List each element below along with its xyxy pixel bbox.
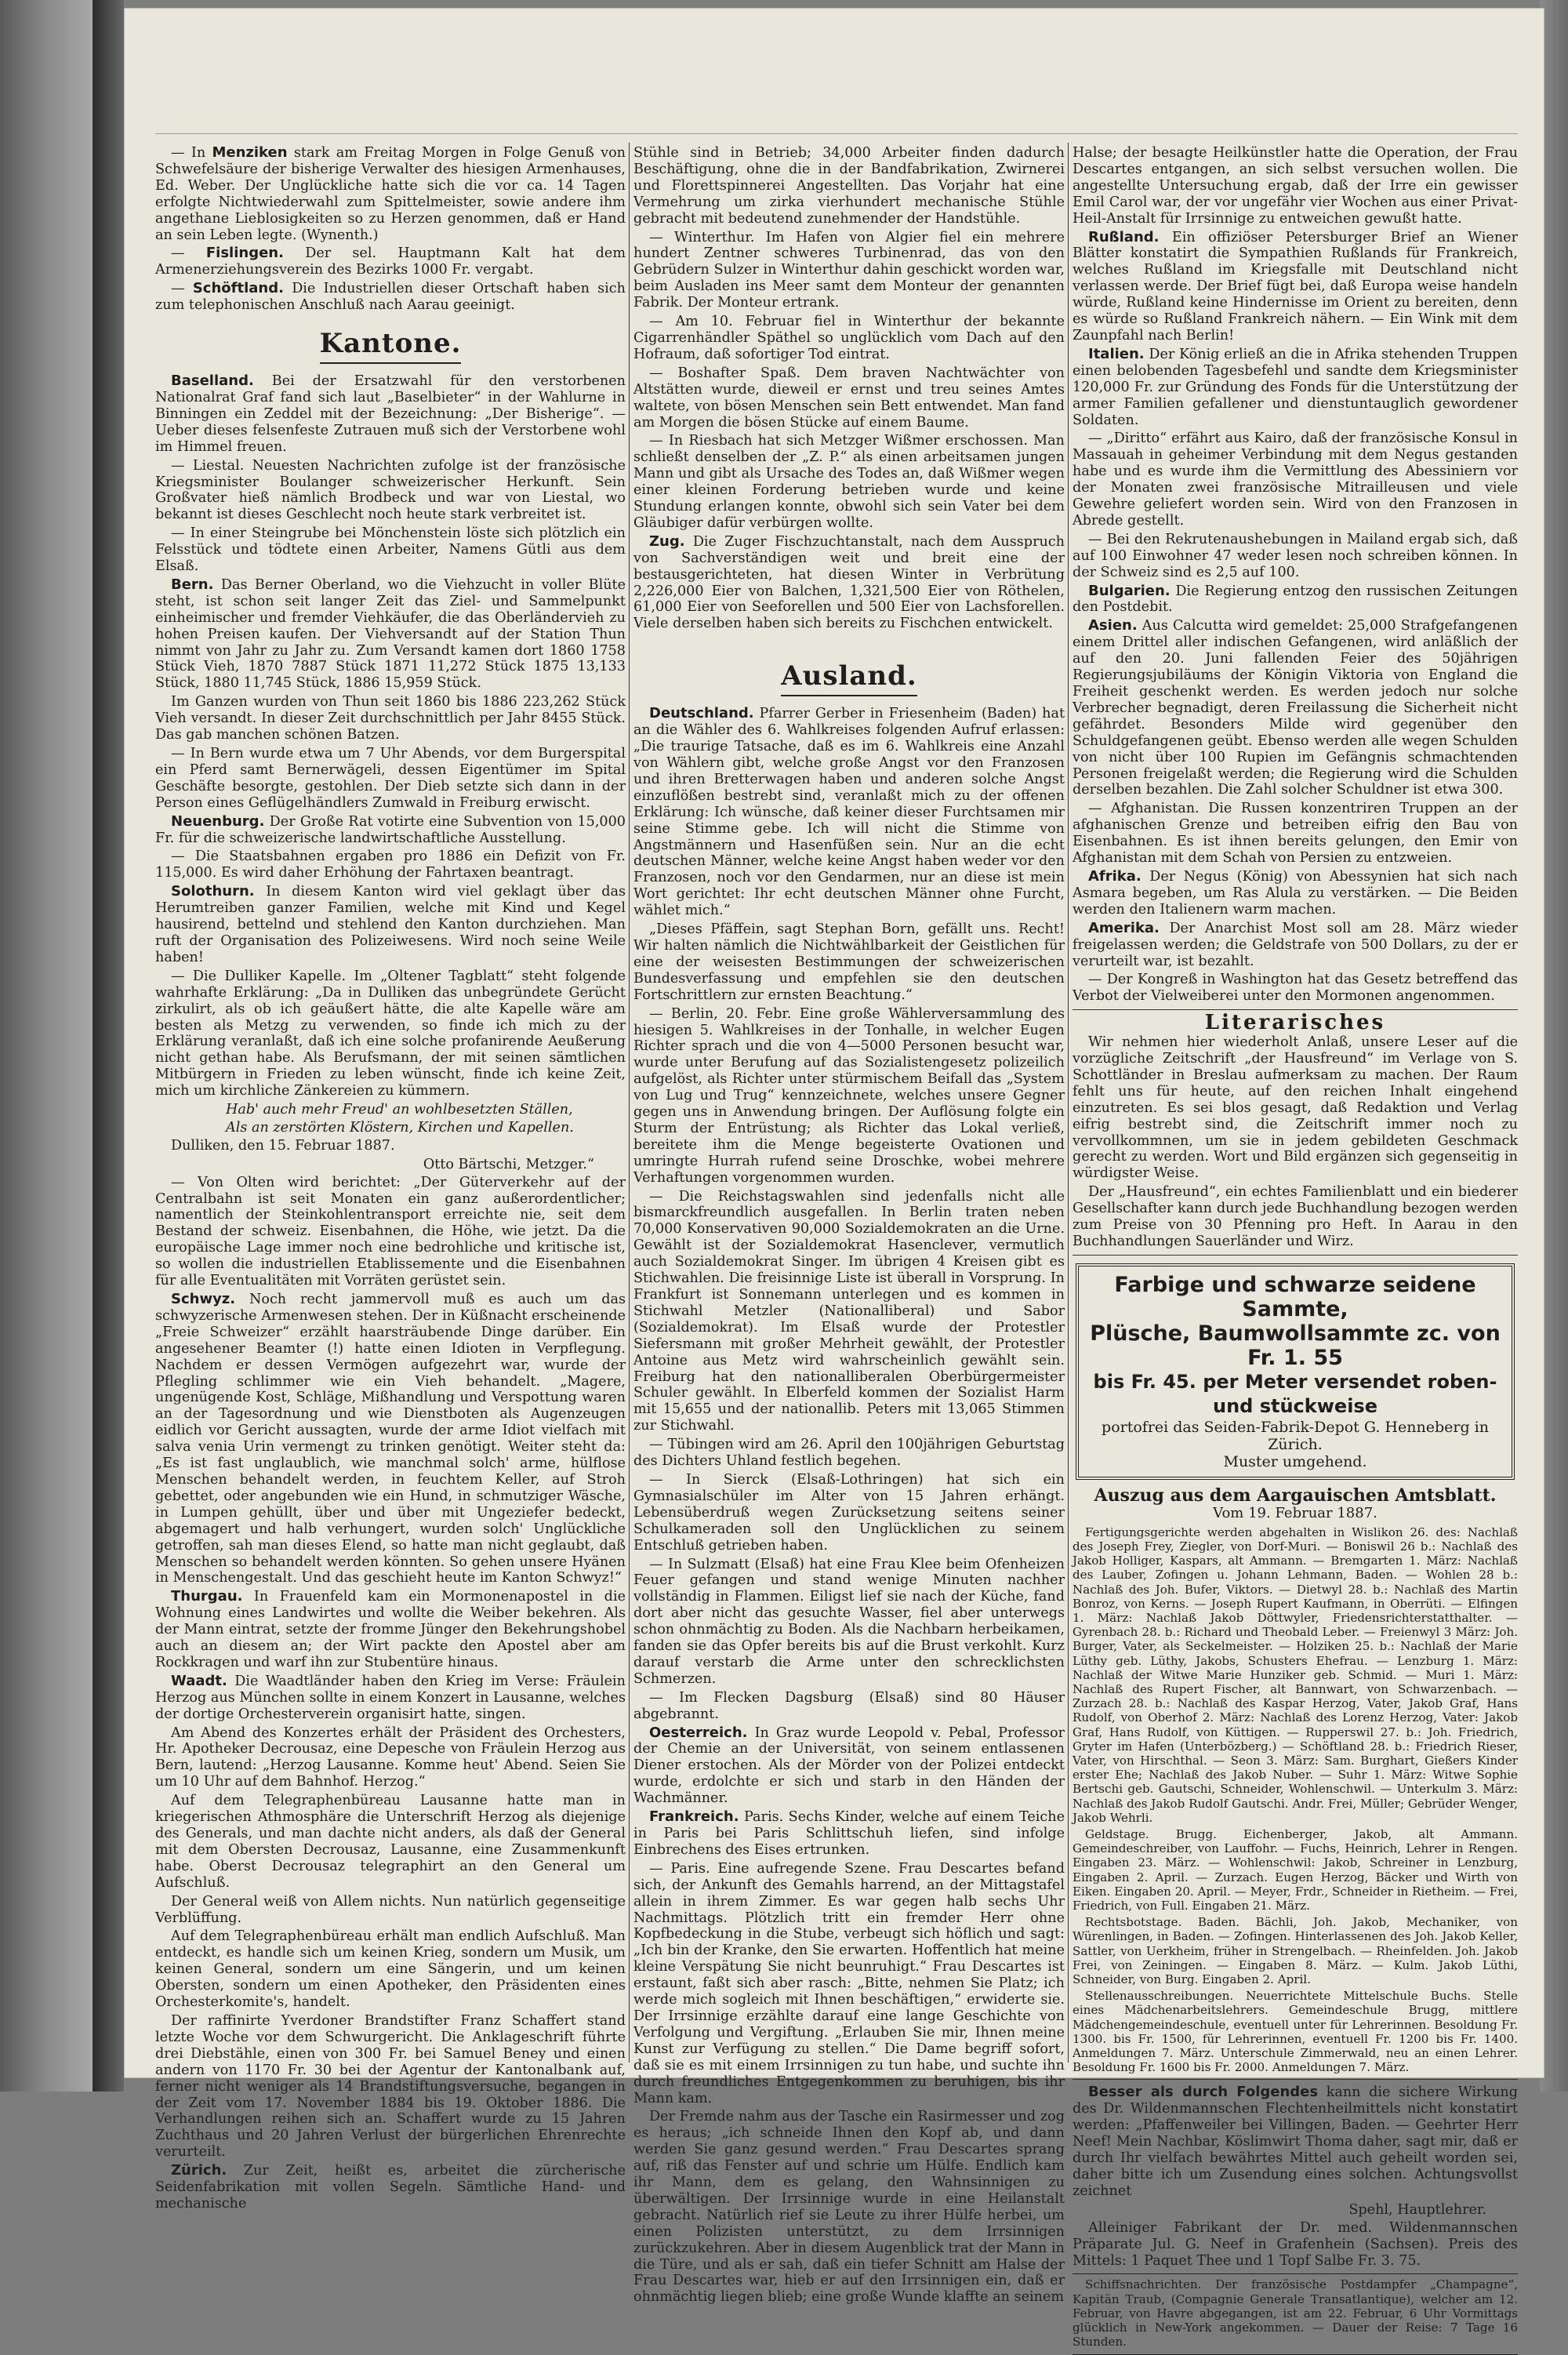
article-winterthur: — Winterthur. Im Hafen von Algier fiel ein mehrere hundert Zentner schweres Turbinenrad, das von den Gebrüdern Sulzer in Winterthur dahin geschickt worden war, beim Ausladen ins Meer samt dem Monteur der genannten Fabrik. Der Monteur ertrank. (633, 229, 1065, 311)
article-solothurn (155, 884, 626, 966)
article-text: Zur Zeit, heißt es, arbeitet die zürcherische Seidenfabrikation mit vollen Segeln. Sämtliche Hand- und mechanische (155, 2163, 626, 2211)
place-keyword: Deutschland. (649, 705, 754, 722)
article-text: Der Große Rat votirte eine Subvention von 15,000 Fr. für die schweizerische landwirtschaftliche Ausstellung. (155, 813, 626, 846)
article-staatsbahnen: — Die Staatsbahnen ergaben pro 1886 ein Defizit von Fr. 115,000. Es wird daher Erhöhung der Fahrtaxen beantragt. (155, 849, 626, 881)
article-zug (633, 534, 1065, 632)
verse-line: Hab' auch mehr Freud' an wohlbesetzten Ställen, (226, 1102, 573, 1118)
article-amerika (1073, 921, 1518, 970)
article-dulliker-kapelle: — Die Dulliker Kapelle. Im „Oltener Tagblatt“ steht folgende wahrhafte Erklärung: „Da in Dulliken das unbegründete Gerücht zirkulirt, als ob ich geäußert hätte, die alte Kapelle wäre am besten als Metzg zu verwenden, so finde ich mich zu der Erklärung veranlaßt, daß ich eine solche profanirende Aeußerung nicht gethan habe. Als Berufsmann, der mit seinen sämtlichen Mitbürgern in Frieden zu leben wünscht, finde ich keine Zeit, mich um kirchliche Zänkereien zu kümmern. (155, 968, 626, 1099)
ad-line: Plüsche, Baumwollsammte zc. von Fr. 1. 55 (1090, 1321, 1501, 1370)
article-zuerich (155, 2163, 626, 2212)
place-keyword: Bulgarien. (1088, 582, 1171, 599)
heading-text: Kantone. (320, 326, 462, 364)
article-waadt-2: Am Abend des Konzertes erhält der Präsident des Orchesters, Hr. Apotheker Decrousaz, eine Depesche von Fräulein Herzog aus Bern, lautend: „Herzog Lausanne. Komme heut' Abend. Seien Sie um 10 Uhr auf dem Bahnhof. Herzog.“ (155, 1724, 626, 1790)
article-bern (155, 577, 626, 692)
article-text: Pfarrer Gerber in Friesenheim (Baden) hat an die Wähler des 6. Wahlkreises folgenden Aufruf erlassen: „Die traurige Tatsache, daß es im 6. Wahlkreis eine Anzahl von Wählern gibt, welche große Angst vor den Franzosen und ihren Bretterwagen haben und anderen solche Angst einzuflößen bestrebt sind, veranlaßt mich zu der offenen Erklärung: Ich wünsche, daß keiner dieser Furchtsamen mir seine Stimme gebe. Ich will nicht die Stimme von Angstmännern und Hasenfüßen sein. Nur an die echt deutschen Männer, welche keine Angst haben weder vor den Franzosen, noch vor den Gendarmen, nur an diese ist mein Wort gerichtet: Ihr echt deutschen Männer ohne Furcht, wählet mich.“ (633, 706, 1065, 919)
article-sierck: — In Sierck (Elsaß-Lothringen) hat sich ein Gymnasialschüler im Alter von 15 Jahren erhängt. Lebensüberdruß wegen Zurücksetzung seitens seiner Schulkameraden soll den Unglücklichen zu seinem Entschluß getrieben haben. (633, 1471, 1065, 1554)
article-bern-2: Im Ganzen wurden von Thun seit 1860 bis 1886 223,262 Stück Vieh versandt. In dieser Zeit durchschnittlich per Jahr 8455 Stück. Das gab manchen schönen Batzen. (155, 694, 626, 743)
article-text: Die Industriellen dieser Ortschaft haben sich zum telephonischen Anschluß nach Aarau geeinigt. (155, 281, 626, 314)
place-keyword: Menziken (212, 144, 288, 161)
column-rule-2 (1068, 143, 1069, 2062)
article-text: Der König erließ an die in Afrika stehenden Truppen einen belobenden Tagesbefehl und sandte dem Kriegsminister 120,000 Fr. zur Gründung des Fonds für die Unterstützung der armer Familien gefallener und dienstuntauglich gewordener Soldaten. (1073, 346, 1518, 428)
article-russland (1073, 230, 1518, 344)
article-zuerich-cont: Stühle sind in Betrieb; 34,000 Arbeiter finden dadurch Beschäftigung, ohne die in der Bandfabrikation, Zwirnerei und Florettspinnerei Angestellten. Das Vorjahr hat eine Vermehrung um zirka vierhundert mechanische Stühle gebracht mit bedeutend zunehmender der Handstühle. (633, 145, 1065, 227)
article-text: Noch recht jammervoll muß es auch um das schwyzerische Armenwesen stehen. Der in Küßnacht erscheinende „Freie Schweizer“ erzählt haarsträubende Dinge darüber. Ein angesehener Beamter (!) hatte einen Idioten in Verpflegung. Nachdem er dessen Vermögen aufgezehrt war, wurde der Pflegling schlimmer wie ein Vieh behandelt. „Magere, ungenügende Kost, Schläge, Mißhandlung und Verspottung waren an der Tagesordnung und wie Dienstboten als Augenzeugen eidlich vor Gericht aussagten, wurde der arme Idiot vielfach mit salva venia Urin vermengt zu trinken genötigt. Weiter steht da: „Es ist fast unglaublich, wie manchmal solch' arme, hülflose Menschen behandelt werden, in feuchtem Keller, auf Stroh gebettet, oder angebunden wie ein Hund, in schmutziger Wäsche, in Lumpen gehüllt, über und über mit Ungeziefer bedeckt, abgemagert und halb verhungert, wurden solch' Unglückliche getroffen, sah man dieses Elend, so hatte man nicht geglaubt, daß Menschen so behandelt werden könnten. So gehen unsere Hyänen in Menschengestalt. Und das geschieht heute im Kanton Schwyz!“ (155, 1292, 626, 1586)
article-text: Ein offiziöser Petersburger Brief an Wiener Blätter konstatirt die Sympathien Rußlands für Frankreich, welches Rußland im Kriegsfalle mit Deutschland nicht verlassen werde. Der Brief fügt bei, daß Europa weise handeln würde, Rußland keine Hindernisse im Orient zu bereiten, denn es würde so Rußland Frankreich nähern. — Ein Wink mit dem Zaunpfahl nach Berlin! (1073, 229, 1519, 343)
article-italien (1073, 347, 1518, 429)
shipping-news (1073, 2273, 1518, 2355)
literary-notice-2: Der „Hausfreund“, ein echtes Familienblatt und ein biederer Gesellschafter kann durch jede Buchhandlung bezogen werden zum Preise von 30 Pfenning pro Heft. In Aarau in den Buchhandlungen Sauerländer und Wirz. (1073, 1184, 1518, 1249)
article-olten: — Von Olten wird berichtet: „Der Güterverkehr auf der Centralbahn ist seit Monaten ein ganz außerordentlicher; namentlich der Steinkohlentransport erreichte nie, seit dem Bestand der schweiz. Eisenbahnen, die Höhe, wie jetzt. Da die europäische Lage immer noch eine bedrohliche und kritische ist, so wollen die industriellen Etablissemente und die Eisenbahnen für alle Eventualitäten mit Vorräten gerüstet sein. (155, 1174, 626, 1289)
book-binding (93, 0, 124, 2092)
place-keyword: Rußland. (1088, 228, 1160, 245)
ad-line: Farbige und schwarze seidene Sammte, (1114, 1272, 1476, 1321)
place-keyword: Schöftland. (192, 280, 284, 297)
article-berlin: — Berlin, 20. Febr. Eine große Wählerversammlung des hiesigen 5. Wahlkreises in der Tonhalle, in welcher Eugen Richter sprach und die von 4—5000 Personen besucht war, wurde unter Berufung auf das Sozialistengesetz polizeilich aufgelöst, als Richter unter stürmischem Beifall das „System von Lug und Trug“ kennzeichnete, welches unsere Gegner gegen uns in Anwendung bringen. Der Auflösung folgte ein Sturm der Entrüstung; als Richter das Lokal verließ, bereitete ihm die Menge begeisterte Ovationen und umringte Hurrah rufend seine Droschke, wobei mehrere Verhaftungen vorgenommen wurden. (633, 1005, 1065, 1186)
article-liestal: — Liestal. Neuesten Nachrichten zufolge ist der französische Kriegsminister Boulanger schweizerischer Herkunft. Sein Großvater hieß nämlich Brodbeck und war von Liestal, wo bekannt ist dieses Geschlecht noch heute stark verbreitet ist. (155, 457, 626, 523)
article-menziken: — In Menziken stark am Freitag Morgen in Folge Genuß von Schwefelsäure der bisherige Verwalter des hiesigen Armenhauses, Ed. Weber. Der Unglückliche hatte sich die vor ca. 14 Tagen erfolgte Nichtwiederwahl zum Spittelmeister, sowie andere ihm angethane Lieblosigkeiten so zu Herzen genommen, daß er Hand an sein Leben legte. (Wynenth.) (155, 144, 626, 243)
article-paris-szene-2: Der Fremde nahm aus der Tasche ein Rasirmesser und zog es heraus; „ich schneide Ihnen den Kopf ab, und dann werden Sie ganz gesund werden.“ Frau Descartes sprang auf, riß das Fenster auf und schrie um Hülfe. Endlich kam ihr Mann, dem es gelang, den Wahnsinnigen zu überwältigen. Der Irrsinnige wurde in eine Heilanstalt gebracht. Natürlich rief sie Leute zu ihrer Hülfe herbei, um einen Polizisten unterstützt, zu dem Irrsinnigen zurückzukehren. Aber in diesem Augenblick trat der Mann in die Türe, und als er sah, daß ein tiefer Schnitt am Halse der Frau Descartes war, hieb er auf den Irrsinnigen ein, daß er ohnmächtig liegen blieb; eine große Wunde klaffte an seinem (633, 2109, 1065, 2306)
place-keyword: Neuenburg. (171, 812, 265, 830)
divider (1073, 1009, 1518, 1010)
place-keyword: Bern. (171, 576, 214, 593)
article-sulzmatt: — In Sulzmatt (Elsaß) hat eine Frau Klee beim Ofenheizen Feuer gefangen und stand wenige Minuten nachher vollständig in Flammen. Eiligst lief sie nach der Küche, fand dort aber nicht das gesuchte Wasser, fiel aber unterwegs schon ohnmächtig zu Boden. Als die Nachbarn herbeikamen, fanden sie das Opfer bereits bis auf die Brust verkohlt. Kurz darauf verstarb die Arme unter den schrecklichsten Schmerzen. (633, 1556, 1065, 1687)
place-keyword: Frankreich. (649, 1808, 739, 1826)
divider (1073, 1255, 1518, 1256)
amtsblatt-date: Vom 19. Februar 1887. (1213, 1504, 1377, 1521)
article-paris-cont: Halse; der besagte Heilkünstler hatte die Operation, der Frau Descartes entgangen, an sich selbst versuchen wollen. Die angestellte Untersuchung ergab, daß der Irre ein gewisser Emil Carol war, der vor ungefähr vier Wochen aus einer Privat-Heil-Anstalt für Irrsinnige zu entweichen gewußt hatte. (1073, 145, 1518, 227)
ad-line: portofrei das Seiden-Fabrik-Depot G. Henneberg in Zürich. (1102, 1418, 1489, 1453)
article-fislingen: — Fislingen. Der sel. Hauptmann Kalt hat dem Armenerziehungsverein des Bezirks 1000 Fr. vergabt. (155, 245, 626, 278)
advertisement-wildenmann (1073, 2084, 1518, 2199)
article-text: Das Berner Oberland, wo die Viehzucht in voller Blüte steht, ist schon seit langer Zeit das Ziel- und Sammelpunkt einheimischer und fremder Viehkäufer, die das Oberländervieh zu hohen Preisen kaufen. Der Viehversandt auf der Station Thun nimmt von Jahr zu Jahr zu. Zum Versandt kamen dort 1860 1758 Stück Vieh, 1870 7887 Stück 1871 11,272 Stück 1875 13,133 Stück, 1880 11,745 Stück, 1886 15,959 Stück. (155, 576, 626, 692)
ad-keyword: Besser als durch Folgendes (1088, 2084, 1319, 2101)
heading-text: Ausland. (781, 659, 917, 696)
article-thurgau (155, 1589, 626, 1671)
article-text: Die Regierung entzog den russischen Zeitungen den Postdebit. (1073, 583, 1518, 616)
article-paris-szene: — Paris. Eine aufregende Szene. Frau Descartes befand sich, der Ankunft des Gemahls harrend, an der Mittagstafel allein in ihrem Zimmer. Es war gegen halb sechs Uhr Nachmittags. Plötzlich tritt ein fremder Herr ohne Kopfbedeckung in die Stube, verbeugt sich höflich und sagt: „Ich bin der Kranke, den Sie erwarten. Hoffentlich hat meine kleine Verspätung Sie nicht beunruhigt.“ Frau Descartes ist erstaunt, faßt sich aber rasch: „Bitte, nehmen Sie Platz; ich werde mich sogleich mit Ihnen beschäftigen,“ erwiderte sie. Der Irrsinnige erzählte darauf eine lange Geschichte von Verfolgung und Vergiftung. „Erlauben Sie mir, Ihnen meine Kunst zur Verfügung zu stellen.“ Die Dame begriff sofort, daß sie es mit einem Irrsinnigen zu tun habe, und suchte ihn durch freundliches Entgegenkommen zu beruhigen, bis ihr Mann kam. (633, 1860, 1065, 2106)
place-keyword: Schwyz. (171, 1291, 236, 1307)
top-rule (155, 133, 1518, 134)
place-keyword: Italien. (1088, 345, 1145, 362)
place-keyword: Asien. (1088, 617, 1138, 634)
article-washington: — Der Kongreß in Washington hat das Gesetz betreffend das Verbot der Vielweiberei unter den Mormonen angenommen. (1073, 972, 1518, 1005)
place-keyword: Baselland. (171, 373, 254, 390)
place-keyword: Amerika. (1088, 919, 1160, 936)
article-reichstagswahlen: — Die Reichstagswahlen sind jedenfalls nicht alle bismarckfreundlich ausgefallen. In Berlin traten neben 70,000 Konservativen 90,000 Sozialdemokraten an die Urne. Gewählt ist der Sozialdemokrat Hasenclever, vermutlich auch Sozialdemokrat Singer. Im übrigen 4 Kreisen gibt es Stichwahlen. Die freisinnige Liste ist überall in Vorsprung. In Frankfurt ist Sonnemann unterlegen und es kommen in Stichwahl Metzler (Nationalliberal) und Sabor (Sozialdemokrat). Im Elsaß wurde der Protestler Siefersmann mit großer Mehrheit gewählt, der Protestler Antoine aus Metz wird wahrscheinlich gewählt sein. Freiburg hat den nationalliberalen Oberbürgermeister Schuler gewählt. In Elberfeld kommen der Sozialist Harm mit 15,655 und der nationallib. Peters mit 13,065 Stimmen zur Stichwahl. (633, 1188, 1065, 1434)
place-keyword: Oesterreich. (649, 1724, 748, 1741)
article-text: Die Waadtländer haben den Krieg im Verse: Fräulein Herzog aus München sollte in einem Konzert in Lausanne, welches der dortige Orchesterverein organisirt hatte, singen. (155, 1673, 626, 1722)
article-bern-3: — In Bern wurde etwa um 7 Uhr Abends, vor dem Burgerspital ein Pferd samt Bernerwägeli, dessen Eigentümer im Spital Geschäfte besorgte, gestohlen. Der Dieb setzte sich dann in der Person eines Geflügelhändlers Zumwald in Freiburg erwischt. (155, 746, 626, 811)
place-keyword: Waadt. (171, 1672, 227, 1689)
article-text: Der Negus (König) von Abessynien hat sich nach Asmara begeben, um Ras Alula zu verstärken. — Die Beiden werden den Italienern warm machen. (1073, 868, 1518, 918)
ad-line: Muster umgehend. (1223, 1452, 1367, 1470)
article-afrika (1073, 869, 1518, 918)
article-neuenburg (155, 814, 626, 847)
column-3 (1073, 145, 1519, 2350)
article-waadt-3: Auf dem Telegraphenbüreau Lausanne hatte man in kriegerischen Athmosphäre die Unterschrift Herzog als diejenige des Generals, und man dachte nicht anders, als daß der General mit dem Obersten Decrousaz, Lausanne, eine Zusammenkunft habe. Oberst Decrousaz telegraphirt an den General um Aufschluß. (155, 1793, 626, 1891)
article-text: In diesem Kanton wird viel geklagt über das Herumtreiben ganzer Familien, welche mit Kind und Kegel hausirend, bettelnd und stehlend den Kanton durchziehen. Man ruft der Organisation des Polizeiwesens. Wird noch seine Weile haben! (155, 884, 626, 965)
verse-line: Als an zerstörten Klöstern, Kirchen und Kapellen. (226, 1119, 574, 1136)
article-moenchenstein: — In einer Steingrube bei Mönchenstein löste sich plötzlich ein Felsstück und tödtete einen Arbeiter, Namens Gütli aus dem Elsaß. (155, 525, 626, 575)
column-1 (155, 144, 626, 2211)
amtsblatt-entry: Geldstage. Brugg. Eichenberger, Jakob, alt Ammann. Gemeindeschreiber, von Lauffohr. — Fuchs, Heinrich, Lehrer in Rengen. Eingaben 23. März. — Wohlenschwil: Jakob, Schreiner in Lenzburg, Eingaben 2. April. — Zurzach. Eugen Herzog, Bäcker und Wirth von Eiken. Eingaben 20. April. — Meyer, Frdr., Schneider in Rietheim. — Frei, Friedrich, von Full. Eingaben 21. März. (1073, 1826, 1518, 1913)
divider (1073, 2079, 1518, 2080)
ad-line: bis Fr. 45. per Meter versendet roben- und stückweise (1093, 1370, 1497, 1417)
article-diritto: — „Diritto“ erfährt aus Kairo, daß der französische Konsul in Massauah in geheimer Verbindung mit dem Negus gestanden habe und es wurde ihm die Vermittlung des Abessiniern vor der Monaten zwei französische Mitrailleusen und viele Gewehre geliefert worden sein. Wird von den Franzosen in Abrede gestellt. (1073, 431, 1518, 529)
dateline: Dulliken, den 15. Februar 1887. (171, 1137, 395, 1154)
article-text: Paris. Sechs Kinder, welche auf einem Teiche in Paris bei Paris Schlittschuh liefen, sind infolge Einbrechens des Eises ertrunken. (633, 1809, 1065, 1858)
article-yverdon: Der raffinirte Yverdoner Brandstifter Franz Schaffert stand letzte Woche vor dem Schwurgericht. Die Anklageschrift führte drei Diebstähle, einen von 300 Fr. bei Samuel Beney und einen andern von 1170 Fr. 30 bei der Agentur der Kantonalbank auf, ferner nicht weniger als 14 Brandstiftungsversuche, begangen in der Zeit vom 17. November 1884 bis 19. Oktober 1886. Die Verhandlungen reihen sich an. Schaffert wurde zu 15 Jahren Zuchthaus und 20 Jahren Verlust der bürgerlichen Ehrenrechte verurteilt. (155, 2012, 626, 2161)
article-dagsburg: — Im Flecken Dagsburg (Elsaß) sind 80 Häuser abgebrannt. (633, 1689, 1065, 1722)
article-text: Aus Calcutta wird gemeldet: 25,000 Strafgefangenen einem Drittel aller indischen Gefangenen, wird anläßlich der auf den 20. Juni fallenden Feier des 50jährigen Regierungsjubiläums der Königin Viktoria von England die Freiheit geschenkt werden. Es werden jedoch nur solche Verbrecher begnadigt, deren Freilassung die Sicherheit nicht gefährdet. Besonders Milde wird gegenüber den Schuldgefangenen geübt. Ebenso werden alle wegen Schulden von nicht über 100 Rupien im Gefängnis schmachtenden Personen freigelaßt werden; die Regierung wird die Schulden derselben bezahlen. Die Zahl solcher Schuldner ist etwa 300. (1073, 618, 1519, 798)
article-waadt-5: Auf dem Telegraphenbüreau erhält man endlich Aufschluß. Man entdeckt, es handle sich um keinen Krieg, sondern um Musik, um keinen General, sondern um eine Sängerin, und um keinen Obersten, sondern um einen Apotheker, den Präsidenten eines Orchesterkomite's, handelt. (155, 1928, 626, 2011)
place-keyword: Afrika. (1088, 867, 1142, 885)
advertisement-henneberg (1076, 1263, 1515, 1480)
article-tuebingen: — Tübingen wird am 26. April den 100jährigen Geburtstag des Dichters Uhland festlich begehen. (633, 1437, 1065, 1470)
signature: Otto Bärtschi, Metzger.“ (423, 1156, 594, 1172)
place-keyword: Fislingen. (205, 245, 284, 262)
amtsblatt-body (1073, 1525, 1518, 2075)
article-waadt-4: Der General weiß von Allem nichts. Nun natürlich gegenseitige Verblüffung. (155, 1893, 626, 1926)
article-waadt (155, 1674, 626, 1723)
article-text: stark am Freitag Morgen in Folge Genuß von Schwefelsäure der bisherige Verwalter des hiesigen Armenhauses, Ed. Weber. Der Unglückliche hatte sich die vor ca. 14 Tagen erfolgte Nichtwiederwahl zum Spittelmeister, sowie andere ihm angethane Lieblosigkeiten so zu Herzen genommen, daß er Hand an sein Leben legte. (Wynenth.) (155, 145, 626, 243)
article-altstaetten: — Boshafter Spaß. Dem braven Nachtwächter von Altstätten wurde, dieweil er ernst und treu seines Amtes waltete, von bösen Menschen sein Bett entwendet. Man fand am Morgen die bösen Stücke auf einem Baume. (633, 365, 1065, 431)
place-keyword: Thurgau. (171, 1588, 243, 1605)
article-text: Der Anarchist Most soll am 28. März wieder freigelassen werden; die Geldstrafe von 500 Dollars, zu der er verurteilt war, ist bezahlt. (1073, 920, 1518, 969)
amtsblatt-entry: Fertigungsgerichte werden abgehalten in Wislikon 26. des: Nachlaß des Joseph Frey, Ziegler, von Dorf-Muri. — Boniswil 26 b.: Nachlaß des Jakob Holliger, Kaspars, alt Ammann. — Bremgarten 1. März: Nachlaß des Lauber, Zofingen u. Johann Lehmann, Baden. — Wohlen 28 b.: Nachlaß des Joh. Bufer, Viktors. — Dietwyl 28. b.: Nachlaß des Martin Bonroz, von Kerns. — Joseph Rupert Kaufmann, in Oberrüti. — Elfingen 1. März: Nachlaß Jakob Döttwyler, Friedensrichterstatthalter. — Gyrenbach 28. b.: Richard und Theobald Leber. — Freienwyl 3 März: Joh. Burger, Vater, als Seckelmeister. — Holziken 25. b.: Nachlaß der Marie Lüthy geb. Lüthy, Jakobs, Schusters Ehefrau. — Lenzburg 1. März: Nachlaß der Witwe Marie Hunziker geb. Schmid. — Muri 1. März: Nachlaß des Rupert Fischer, alt Bannwart, von Schwarzenbach. — Zurzach 28. b.: Nachlaß des Kaspar Herzog, Vater, Jakob Graf, Hans Rudolf, von Oberhof 2. März: Nachlaß des Lorenz Herzog, Vater: Jakob Graf, Hans Rudolf, von Küttigen. — Rupperswil 27. b.: Joh. Friedrich, Gryter im Hafen (Unterbözberg.) — Schöftland 28. b.: Friedrich Rieser, Vater, von Hirschthal. — Seon 3. März: Sam. Burghart, Gießers Kinder erster Ehe; Nachlaß des Jakob Nuber. — Suhr 1. März: Witwe Sophie Bertschi geb. Gautschi, Schneider, Wohlenschwil. — Unterkulm 3. März: Nachlaß des Jakob Rudolf Gautschi. Andr. Frei, Müller; Gebrüder Wenger, Jakob Wehrli. (1073, 1525, 1518, 1825)
article-schwyz (155, 1292, 626, 1586)
literary-notice: Wir nehmen hier wiederholt Anlaß, unsere Leser auf die vorzügliche Zeitschrift „der Hausfreund“ im Verlage von S. Schottländer in Breslau aufmerksam zu machen. Der Raum fehlt uns für heute, auf den reichen Inhalt eingehend einzutreten. Es sei blos gesagt, daß Redaktion und Verlag eifrig bestrebt sind, die Zeitschrift immer noch zu vervollkommnen, um sie in jedem gebildeten Geschmack gerecht zu werden. Wort und Bild ergänzen sich gegenseitig in würdigster Weise. (1073, 1034, 1518, 1182)
article-text: Die Zuger Fischzuchtanstalt, nach dem Ausspruch von Sachverständigen weit und breit eine der bestausgerichteten, hat diesen Winter in Verbrütung 2,226,000 Eier von Balchen, 1,321,500 Eier von Röthelen, 61,000 Eier von Seeforellen und 500 Eier von Lachsforellen. Viele derselben haben sich bereits zu Fischchen entwickelt. (633, 533, 1065, 632)
article-baselland (155, 373, 626, 456)
article-text: Bei der Ersatzwahl für den verstorbenen Nationalrat Graf fand sich laut „Baselbieter“ in der Wahlurne in Binningen ein Zeddel mit der Bezeichnung: „Der Bisherige“. — Ueber dieses felsenfeste Zutrauen muß sich der Verstorbene wohl im Himmel freuen. (155, 373, 626, 455)
section-heading-kantone (155, 326, 626, 364)
article-text: In Frauenfeld kam ein Mormonenapostel in die Wohnung eines Landwirtes und wollte die Weiber bekehren. Als der Mann eintrat, setzte der fromme Jünger den Bekehrungshobel auch an diesem an; der Wirt packte den Apostel aber am Rockkragen und warf ihn zur Stubentüre hinaus. (155, 1589, 626, 1670)
article-afghanistan: — Afghanistan. Die Russen konzentriren Truppen an der afghanischen Grenze und betreiben eifrig den Bau von Eisenbahnen. Es ist ihnen bereits gelungen, den Emir von Afghanistan mit dem Schah von Persien zu entzweien. (1073, 801, 1518, 867)
article-riesbach: — In Riesbach hat sich Metzger Wißmer erschossen. Man schließt denselben der „Z. P.“ als einen arbeitsamen jungen Mann und gibt als Ursache des Todes an, daß Wißmer wegen einer kleinen Forderung betrieben wurde und keine Stundung erlangen konnte, obwohl sich sein Vater bei dem Gläubiger dafür verbürgen wollte. (633, 433, 1065, 531)
article-frankreich (633, 1809, 1065, 1859)
article-bulgarien (1073, 583, 1518, 616)
signature: Spehl, Hauptlehrer. (1348, 2201, 1486, 2218)
article-deutschland-2: „Dieses Pfäffein, sagt Stephan Born, gefällt uns. Recht! Wir halten nämlich die Nichtwählbarkeit der Geistlichen für eine der weisesten Bestimmungen der schweizerischen Bundesverfassung und empfehlen sie den deutschen Fortschrittlern zur ernsten Beachtung.“ (633, 921, 1065, 1003)
amtsblatt-entry: Rechtsbotstage. Baden. Bächli, Joh. Jakob, Mechaniker, von Würenlingen, in Baden. — Zofingen. Hinterlassenen des Joh. Jakob Keller, Sattler, von Uerkheim, früher in Strengelbach. — Rheinfelden. Joh. Jakob Frei, von Zeiningen. — Eingaben 8. März. — Kulm. Jakob Lüthi, Schneider, von Burg. Eingaben 2. April. (1073, 1915, 1518, 1987)
newspaper-page (124, 8, 1544, 2350)
article-schoeftland: — Schöftland. Die Industriellen dieser Ortschaft haben sich zum telephonischen Anschluß nach Aarau geeinigt. (155, 280, 626, 314)
column-2 (633, 145, 1065, 2306)
amtsblatt-entry: Stellenausschreibungen. Neuerrichtete Mittelschule Buchs. Stelle eines Mädchenarbeitslehrers. Gemeindeschule Brugg, mittlere Mädchengemeindeschule, eventuell unter für Lehrerinnen. Besoldung Fr. 1300. bis Fr. 1500, für Lehrerinnen, eventuell Fr. 1200 bis Fr. 1400. Anmeldungen 7. März. Unterschule Zimmerwald, neu an einen Lehrer. Besoldung Fr. 1600 bis Fr. 2000. Anmeldungen 7. März. (1073, 1989, 1518, 2075)
column-rule-1 (629, 143, 630, 2062)
article-deutschland (633, 706, 1065, 919)
section-heading-ausland (633, 659, 1065, 696)
place-keyword: Zürich. (171, 2162, 227, 2179)
section-heading-literarisches: Literarisches (1204, 1011, 1386, 1035)
ad-text: kann die sichere Wirkung des Dr. Wildenmannschen Flechtenheilmittels nicht konstatirt werden: „Pfaffenweiler bei Villingen, Baden. — Geehrter Herr Neef! Mein Nachbar, Köslimwirt Thoma daher, sagt mir, daß er durch Ihr vielfach bewährtes Mittel auch geheilt worden sei, daher bitte ich um Zusendung eines solchen. Achtungsvollst zeichnet (1073, 2084, 1518, 2199)
advertisement-wildenmann-2: Alleiniger Fabrikant der Dr. med. Wildenmannschen Präparate Jul. G. Neef in Grafenhein (Sachsen). Preis des Mittels: 1 Paquet Thee und 1 Topf Salbe Fr. 3. 75. (1073, 2219, 1518, 2269)
shipping-news-text: Schiffsnachrichten. Der französische Postdampfer „Champagne“, Kapitän Traub, (Compagnie Generale Transatlantique), welcher am 12. Februar, von Havre abgegangen, ist am 22. Februar, 6 Uhr Vormittags glücklich in New-York angekommen. — Dauer der Reise: 7 Tage 16 Stunden. (1073, 2277, 1518, 2350)
article-mailand: — Bei den Rekrutenaushebungen in Mailand ergab sich, daß auf 100 Einwohner 47 weder lesen noch schreiben können. In der Schweiz sind es 2,5 auf 100. (1073, 531, 1518, 580)
article-asien (1073, 618, 1518, 798)
article-winterthur-2: — Am 10. Februar fiel in Winterthur der bekannte Cigarrenhändler Späthel so unglücklich vom Dach auf den Hofraum, daß sofortiger Tod eintrat. (633, 314, 1065, 362)
article-text: In Graz wurde Leopold v. Pebal, Professor der Chemie an der Universität, von seinem entlassenen Diener erstochen. Als der Mörder von der Polizei entdeckt wurde, erdolchte er sich und starb in den Händen der Wachmänner. (633, 1724, 1065, 1807)
article-oesterreich (633, 1725, 1065, 1808)
place-keyword: Solothurn. (171, 883, 255, 900)
article-text: Der sel. Hauptmann Kalt hat dem Armenerziehungsverein des Bezirks 1000 Fr. vergabt. (155, 245, 626, 278)
place-keyword: Zug. (649, 532, 685, 550)
amtsblatt-heading: Auszug aus dem Aargauischen Amtsblatt. (1094, 1485, 1497, 1506)
